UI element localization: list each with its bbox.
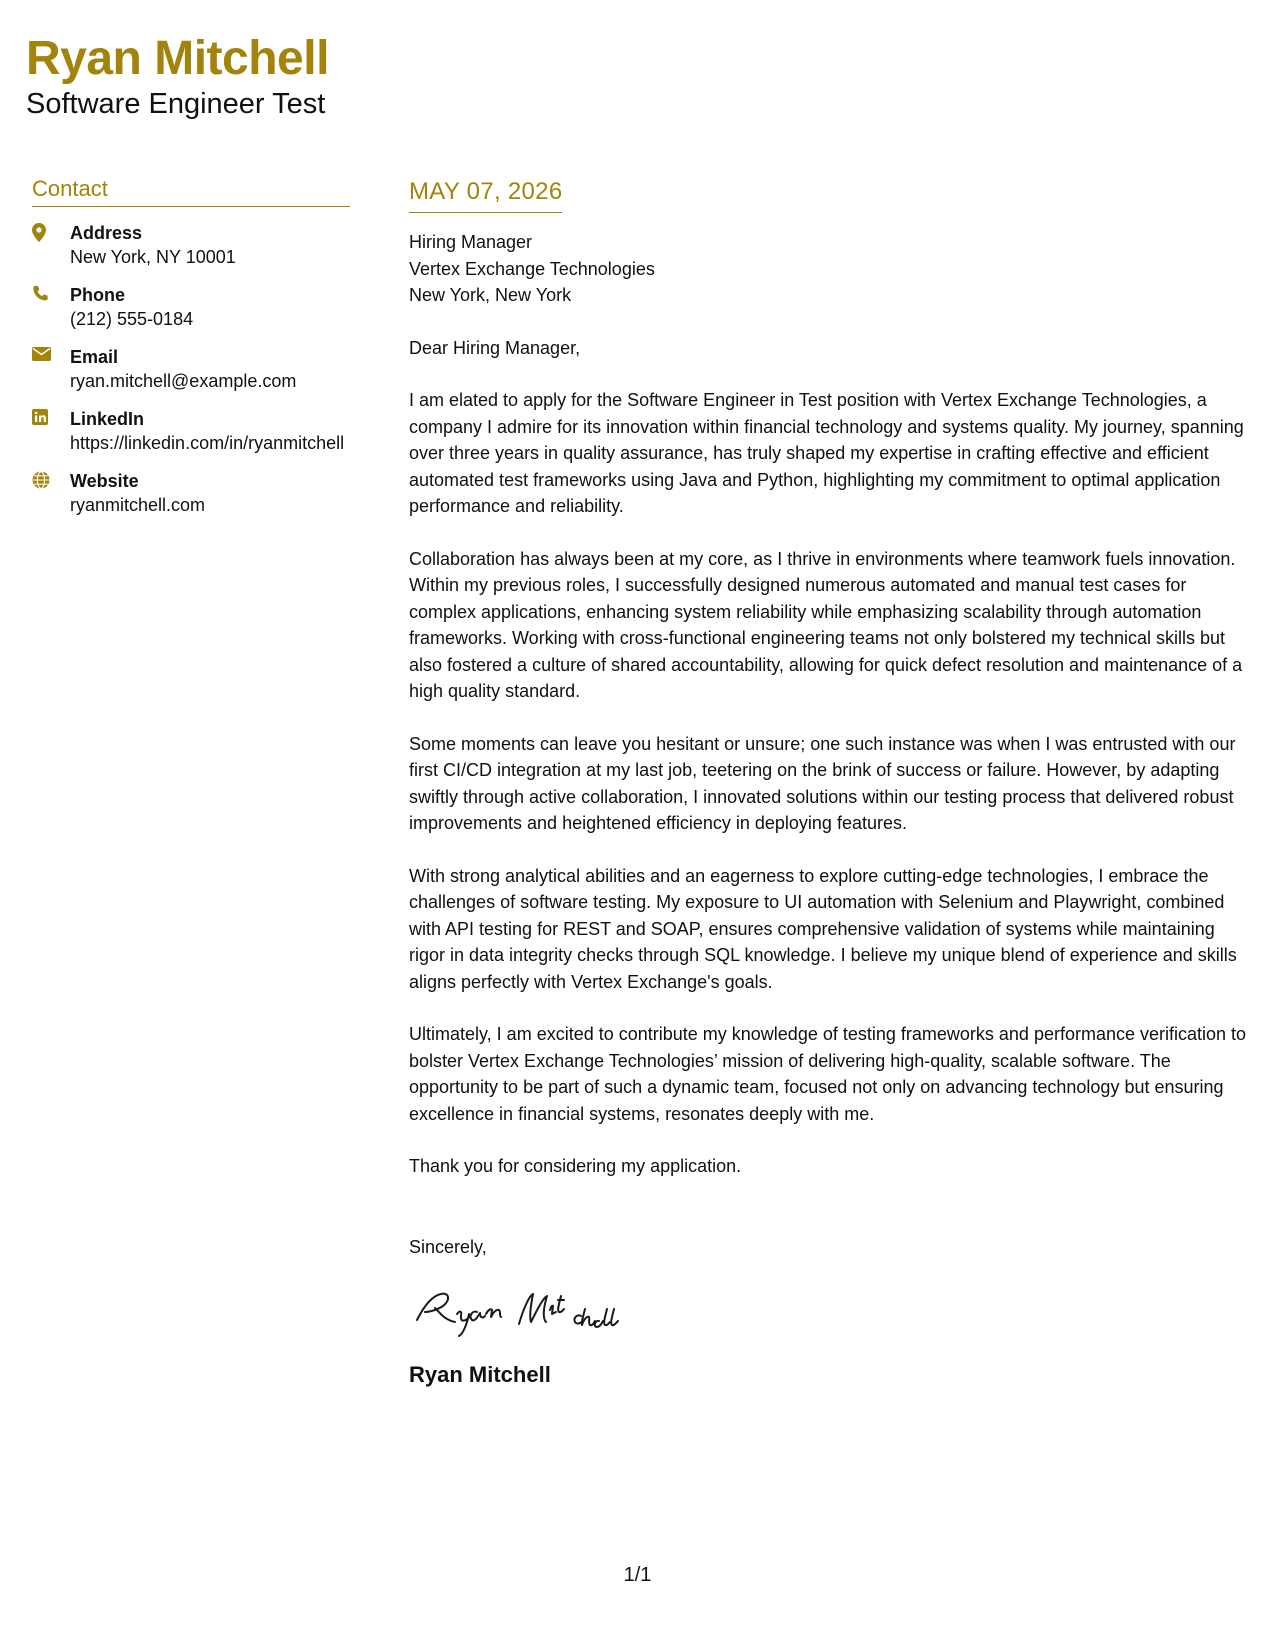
contact-website: [32, 469, 350, 517]
contact-label: Email: [70, 347, 119, 367]
contact-value: ryan.mitchell@example.com: [70, 371, 297, 391]
handwritten-signature: [409, 1280, 1249, 1340]
signer-name: Ryan Mitchell: [409, 1362, 551, 1387]
contact-value: New York, NY 10001: [70, 247, 236, 267]
phone-icon: [32, 283, 70, 331]
recipient-line: New York, New York: [409, 285, 572, 305]
body-paragraph: Some moments can leave you hesitant or unsure; one such instance was when I was entrusted with our first CI/CD integration at my last job, teetering on the brink of success or failure. However, by adapting swiftly through active collaboration, I innovated solutions within our testing process that delivered robust improvements and heightened efficiency in deploying features.: [409, 733, 1236, 833]
contact-linkedin: [32, 407, 350, 455]
contact-email: [32, 345, 350, 393]
body-paragraph: Collaboration has always been at my core, as I thrive in environments where teamwork fuels innovation. Within my previous roles, I successfully designed numerous automated and manual test cases for complex applications, enhancing system reliability while emphasizing scalability through automation frameworks. Working with cross-functional engineering teams not only bolstered my technical skills but also fostered a culture of shared accountability, allowing for quick defect resolution and maintenance of a high quality standard.: [409, 548, 1243, 701]
closing: Sincerely,: [409, 1236, 487, 1257]
contact-sidebar: [32, 176, 350, 517]
letter-date: MAY 07, 2026: [409, 178, 562, 213]
letter-header: [26, 30, 329, 122]
contact-heading: Contact: [32, 176, 350, 207]
contact-label: Address: [70, 223, 143, 243]
contact-value: (212) 555-0184: [70, 309, 194, 329]
salutation: Dear Hiring Manager,: [409, 337, 581, 358]
applicant-name: Ryan Mitchell: [26, 32, 329, 85]
globe-icon: [32, 469, 70, 517]
page-number: 1/1: [623, 1564, 652, 1586]
body-paragraph: With strong analytical abilities and an eagerness to explore cutting-edge technologies, I embrace the challenges of software testing. My exposure to UI automation with Selenium and Playwright, combined with API testing for REST and SOAP, ensures comprehensive validation of systems while maintaining rigor in data integrity checks through SQL knowledge. I believe my unique blend of experience and skills aligns perfectly with Vertex Exchange's goals.: [409, 865, 1237, 992]
recipient-line: Hiring Manager: [409, 232, 533, 252]
body-paragraph: Ultimately, I am excited to contribute my knowledge of testing frameworks and performance verification to bolster Vertex Exchange Technologies’ mission of delivering high-quality, scalable software. The opportunity to be part of such a dynamic team, focused not only on advancing technology but ensuring excellence in financial systems, resonates deeply with me.: [409, 1024, 1247, 1124]
linkedin-icon: [32, 407, 70, 455]
recipient-line: Vertex Exchange Technologies: [409, 258, 655, 279]
body-paragraph: Thank you for considering my application.: [409, 1156, 742, 1176]
recipient-block: [409, 229, 1249, 309]
map-pin-icon: [32, 221, 70, 269]
applicant-role: Software Engineer Test: [26, 88, 326, 120]
letter-body: [409, 178, 1249, 1389]
contact-label: Phone: [70, 285, 126, 305]
contact-phone: [32, 283, 350, 331]
contact-label: LinkedIn: [70, 409, 145, 429]
envelope-icon: [32, 345, 70, 393]
contact-address: [32, 221, 350, 269]
body-paragraph: I am elated to apply for the Software Engineer in Test position with Vertex Exchange Technologies, a company I admire for its innovation within financial technology and systems quality. My journey, spanning over three years in quality assurance, has truly shaped my expertise in crafting effective and efficient automated test frameworks using Java and Python, highlighting my commitment to optimal application performance and reliability.: [409, 390, 1244, 516]
contact-value: https://linkedin.com/in/ryanmitchell: [70, 433, 345, 453]
contact-label: Website: [70, 471, 139, 491]
contact-value: ryanmitchell.com: [70, 495, 206, 515]
